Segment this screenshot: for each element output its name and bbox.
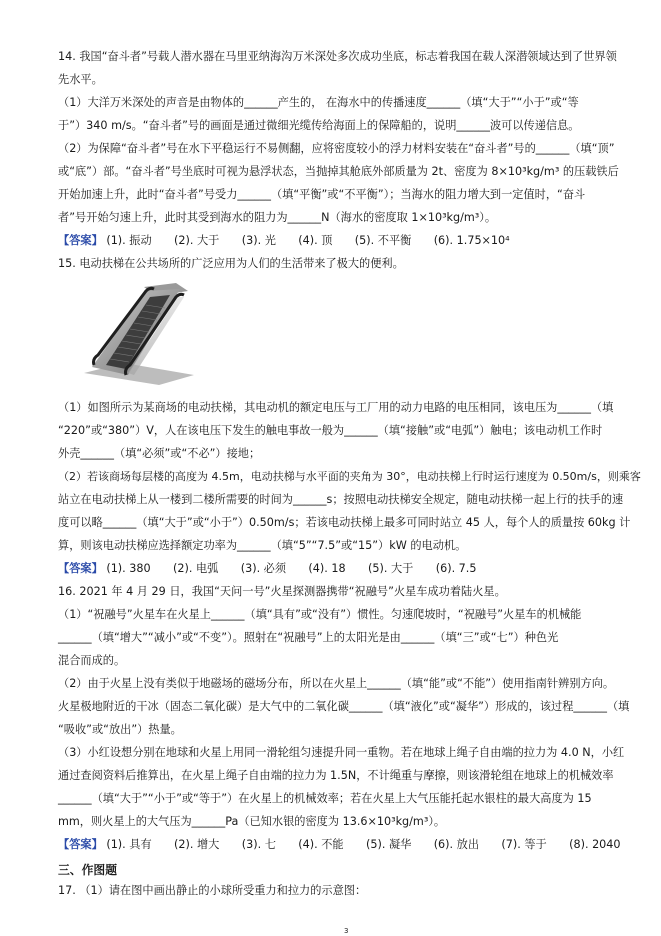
answer-label: 【答案】: [58, 838, 103, 851]
answer-label: 【答案】: [58, 562, 103, 575]
q16-part1-line2: ______（填“增大”“减小”或“不变”）。照射在“祝融号”上的太阳光是由______（填“三”或“七”）种色光: [58, 631, 559, 644]
q14-answer-row: [58, 234, 510, 248]
q17-stem: 17. （1）请在图中画出静止的小球所受重力和拉力的示意图：: [58, 884, 367, 897]
q16-part2-line1: （2）由于火星上没有类似于地磁场的磁场分布，所以在火星上______（填“能”或“不能”）使用指南针辨别方向。: [58, 677, 615, 690]
q14-stem-line1: 14. 我国“奋斗者”号载人潜水器在马里亚纳海沟万米深处多次成功坐底，标志着我国在载人深潜领域达到了世界领: [58, 50, 617, 63]
answer-label: 【答案】: [58, 234, 103, 247]
q15-answers: (1). 380 (2). 电弧 (3). 必须 (4). 18 (5). 大于 (6). 7.5: [106, 562, 477, 575]
escalator-image: [84, 283, 194, 385]
q14-part2-line3: 开始加速上升，此时“奋斗者”号受力______（填“平衡”或“不平衡”）；当海水的阻力增大到一定值时，“奋斗: [58, 188, 586, 201]
q16-part3-line4: mm，则火星上的大气压为______Pa（已知水银的密度为 13.6×10³kg/m³）。: [58, 815, 446, 828]
q16-part2-line2: 火星极地附近的干冰（固态二氧化碳）是大气中的二氧化碳______（填“液化”或“凝华”）形成的，该过程______（填: [58, 700, 630, 713]
q14-part1-line2: 于”）340 m/s。“奋斗者”号的画面是通过微细光缆传给海面上的保障船的，说明______波可以传递信息。: [58, 119, 580, 132]
q15-part1-line3: 外壳______（填“必须”或“不必”）接地；: [58, 447, 261, 460]
q16-part1-line3: 混合而成的。: [58, 654, 126, 667]
q16-answer-row: [58, 838, 621, 852]
q16-stem: 16. 2021 年 4 月 29 日，我国“天问一号”火星探测器携带“祝融号”火星车成功着陆火星。: [58, 585, 506, 598]
q14-answers: (1). 振动 (2). 大于 (3). 光 (4). 顶 (5). 不平衡 (6). 1.75×10⁴: [106, 234, 510, 247]
section-title: 三、作图题: [58, 863, 117, 877]
q15-answer-row: [58, 562, 476, 576]
q14-part2-line2: 或“底”）部。“奋斗者”号坐底时可视为悬浮状态，当抛掉其舱底外部质量为 2t、密度为 8×10³kg/m³ 的压载铁后: [58, 165, 619, 178]
q15-part2-line1: （2）若该商场每层楼的高度为 4.5m，电动扶梯与水平面的夹角为 30°，电动扶梯上行时运行速度为 0.50m/s，则乘客: [58, 470, 641, 483]
q16-answers: (1). 具有 (2). 增大 (3). 七 (4). 不能 (5). 凝华 (6). 放出 (7). 等于 (8). 2040: [106, 838, 621, 851]
q14-part1-line1: （1）大洋万米深处的声音是由物体的______产生的， 在海水中的传播速度______（填“大于”“小于”或“等: [58, 96, 579, 109]
q15-part2-line2: 站立在电动扶梯上从一楼到二楼所需要的时间为______s；按照电动扶梯安全规定，随电动扶梯一起上行的扶手的速: [58, 493, 624, 506]
q16-part2-line3: “吸收”或“放出”）热量。: [58, 723, 182, 736]
q15-part2-line4: 算，则该电动扶梯应选择额定功率为______（填“5”“7.5”或“15”）kW 的电动机。: [58, 539, 467, 552]
q15-part1-line1: （1）如图所示为某商场的电动扶梯，其电动机的额定电压与工厂用的动力电路的电压相同，该电压为______（填: [58, 401, 614, 414]
q14-part2-line4: 者”号开始匀速上升，此时其受到海水的阻力为______N（海水的密度取 1×10³kg/m³）。: [58, 211, 497, 224]
q15-part1-line2: “220”或“380”）V，人在该电压下发生的触电事故一般为______（填“接触”或“电弧”）触电；该电动机工作时: [58, 424, 603, 437]
q16-part3-line1: （3）小红设想分别在地球和火星上用同一滑轮组匀速提升同一重物。若在地球上绳子自由端的拉力为 4.0 N，小红: [58, 746, 625, 759]
q14-part2-line1: （2）为保障“奋斗者”号在水下平稳运行不易侧翻，应将密度较小的浮力材料安装在“奋斗者”号的______（填“顶”: [58, 142, 615, 155]
page-number: 3: [344, 927, 349, 935]
q16-part3-line3: ______（填“大于”“小于”或“等于”）在火星上的机械效率；若在火星上大气压能托起水银柱的最大高度为 15: [58, 792, 592, 805]
q16-part3-line2: 通过查阅资料后推算出，在火星上绳子自由端的拉力为 1.5N，不计绳重与摩擦，则该滑轮组在地球上的机械效率: [58, 769, 614, 782]
q15-stem: 15. 电动扶梯在公共场所的广泛应用为人们的生活带来了极大的便利。: [58, 257, 404, 270]
q15-part2-line3: 度可以略______（填“大于”或“小于”）0.50m/s；若该电动扶梯上最多可同时站立 45 人，每个人的质量按 60kg 计: [58, 516, 631, 529]
q16-part1-line1: （1）“祝融号”火星车在火星上______（填“具有”或“没有”）惯性。匀速爬坡时，“祝融号”火星车的机械能: [58, 608, 582, 621]
q14-stem-line2: 先水平。: [58, 73, 103, 86]
